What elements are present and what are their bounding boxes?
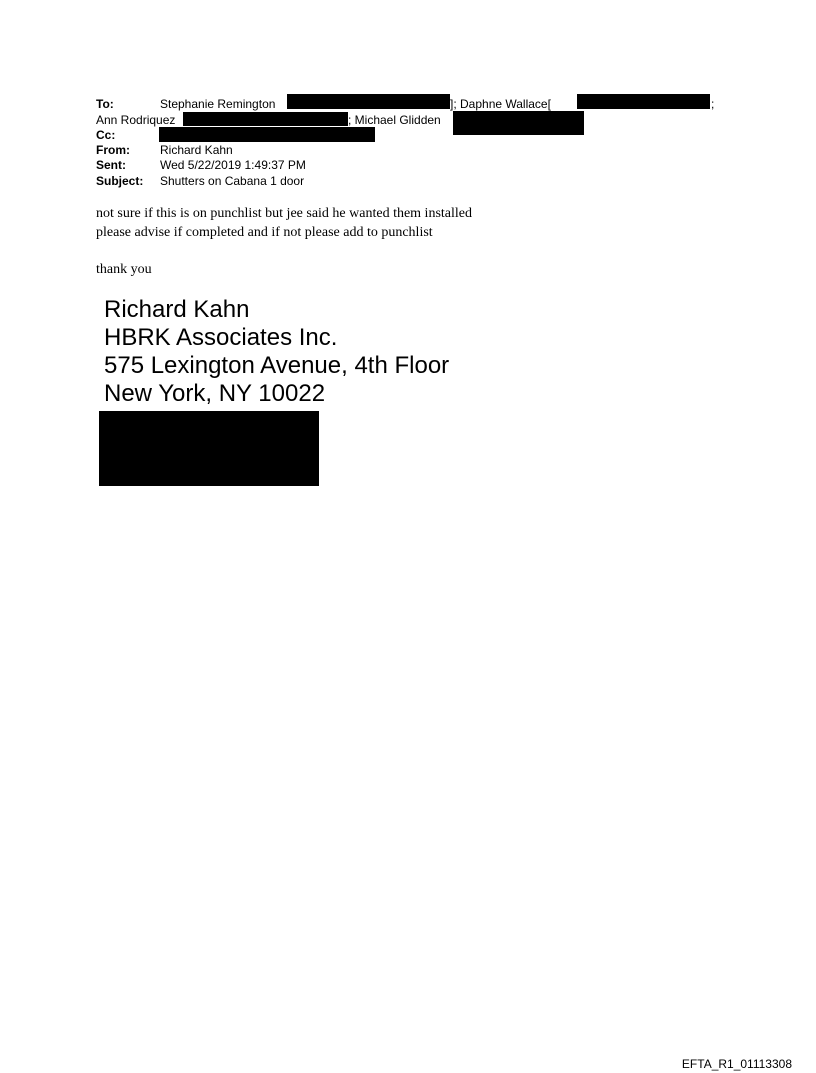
redaction-block (453, 111, 584, 135)
signature-name: Richard Kahn (104, 296, 250, 323)
body-line: please advise if completed and if not please add to punchlist (96, 225, 433, 240)
to-recipient-fragment: ; Michael Glidden (348, 113, 441, 127)
cc-label: Cc: (96, 128, 116, 142)
redaction-block (577, 94, 710, 109)
body-closing: thank you (96, 262, 152, 277)
redaction-block (99, 411, 319, 486)
body-line: not sure if this is on punchlist but jee said he wanted them installed (96, 206, 472, 221)
from-value: Richard Kahn (160, 143, 233, 157)
to-recipient-fragment: ]; Daphne Wallace[ (450, 97, 551, 111)
to-separator: ; (711, 97, 715, 111)
to-recipient: Stephanie Remington (160, 97, 276, 111)
to-label: To: (96, 97, 114, 111)
document-id: EFTA_R1_01113308 (681, 1057, 792, 1071)
sent-value: Wed 5/22/2019 1:49:37 PM (160, 158, 306, 172)
to-recipient: Ann Rodriquez (96, 113, 176, 127)
signature-company: HBRK Associates Inc. (104, 324, 338, 351)
from-label: From: (96, 143, 130, 157)
sent-label: Sent: (96, 158, 126, 172)
signature-address: New York, NY 10022 (104, 380, 326, 407)
redaction-block (183, 112, 348, 126)
signature-address: 575 Lexington Avenue, 4th Floor (104, 352, 450, 379)
redaction-block (287, 94, 450, 109)
subject-value: Shutters on Cabana 1 door (160, 174, 305, 188)
subject-label: Subject: (96, 174, 144, 188)
redaction-block (159, 127, 375, 142)
